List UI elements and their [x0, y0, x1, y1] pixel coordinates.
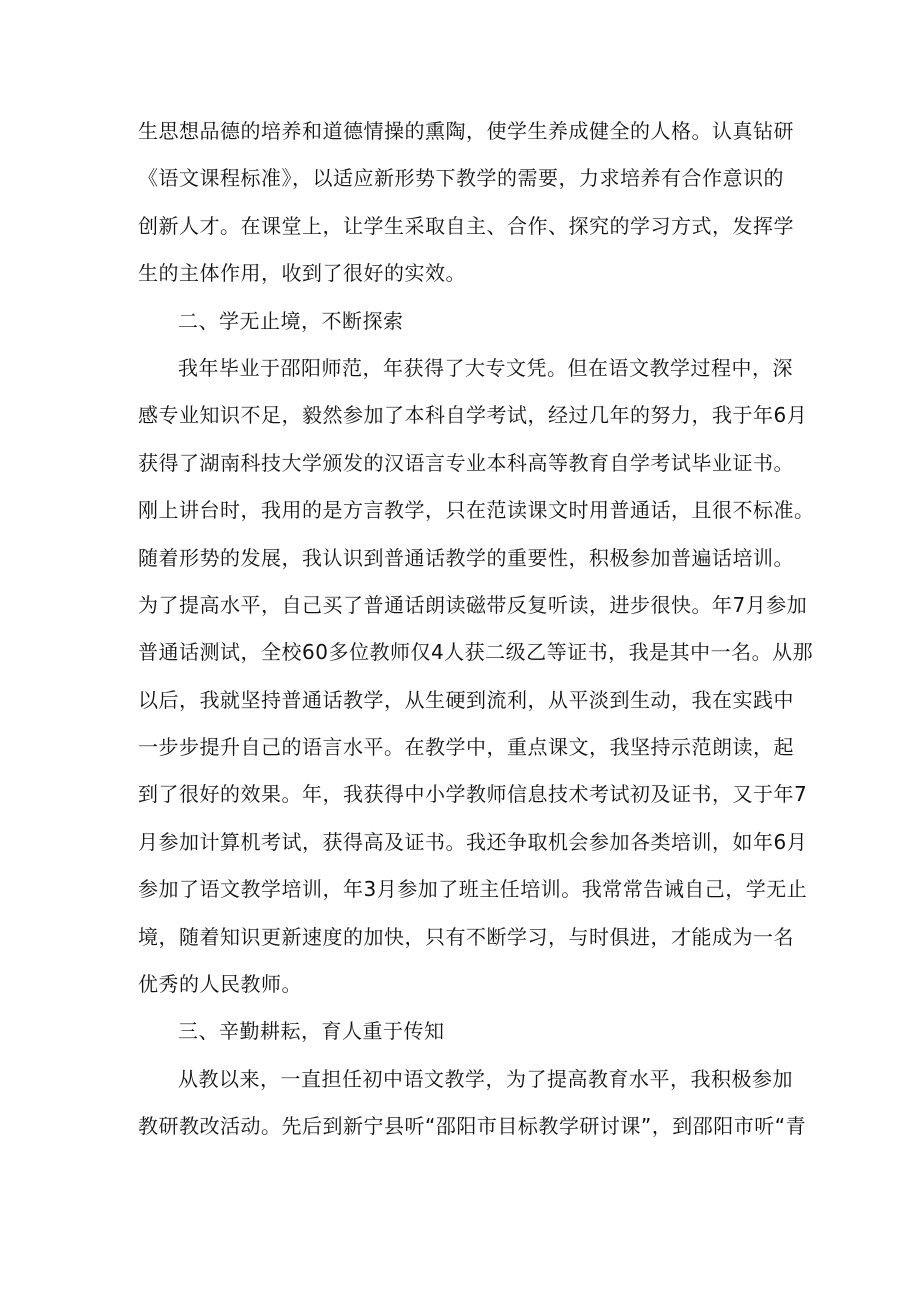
paragraph-line: 《语文课程标准》，以适应新形势下教学的需要，力求培养有合作意识的: [138, 166, 784, 191]
paragraph-line: 教研教改活动。先后到新宁县听“邵阳市目标教学研讨课”，到邵阳市听“青: [138, 1114, 807, 1139]
paragraph-line: 获得了湖南科技大学颁发的汉语言专业本科高等教育自学考试毕业证书。: [138, 450, 794, 475]
paragraph-line: 优秀的人民教师。: [138, 972, 302, 997]
paragraph-line: 生思想品德的培养和道德情操的熏陶，使学生养成健全的人格。认真钻研: [138, 119, 794, 143]
paragraph-line: 月参加计算机考试，获得高及证书。我还争取机会参加各类培训，如年6月: [138, 829, 808, 854]
paragraph-line: 普通话测试，全校60多位教师仅4人获二级乙等证书，我是其中一名。从那: [138, 640, 814, 665]
paragraph-line: 一步步提升自己的语言水平。在教学中，重点课文，我坚持示范朗读，起: [138, 735, 794, 760]
paragraph-line: 从教以来，一直担任初中语文教学，为了提高教育水平，我积极参加: [178, 1066, 793, 1091]
paragraph-line: 创新人才。在课堂上，让学生采取自主、合作、探究的学习方式，发挥学: [138, 213, 794, 238]
paragraph-line: 刚上讲台时，我用的是方言教学，只在范读课文时用普通话，且很不标准。: [138, 498, 815, 523]
paragraph-line: 境，随着知识更新速度的加快，只有不断学习，与时俱进，才能成为一名: [138, 924, 794, 949]
section-heading-3: 三、辛勤耕耘，育人重于传知: [178, 1019, 445, 1044]
paragraph-line: 参加了语文教学培训，年3月参加了班主任培训。我常常告诫自己，学无止: [138, 877, 808, 902]
paragraph-line: 到了很好的效果。年，我获得中小学教师信息技术考试初及证书，又于年7: [138, 782, 808, 807]
section-heading-2: 二、学无止境，不断探索: [178, 308, 404, 333]
paragraph-line: 我年毕业于邵阳师范，年获得了大专文凭。但在语文教学过程中，深: [178, 355, 793, 380]
paragraph-line: 感专业知识不足，毅然参加了本科自学考试，经过几年的努力，我于年6月: [138, 403, 808, 428]
paragraph-line: 以后，我就坚持普通话教学，从生硬到流利，从平淡到生动，我在实践中: [138, 687, 794, 712]
paragraph-line: 为了提高水平，自己买了普通话朗读磁带反复听读，进步很快。年7月参加: [138, 592, 808, 617]
paragraph-line: 随着形势的发展，我认识到普通话教学的重要性，积极参加普遍话培训。: [138, 545, 794, 570]
paragraph-line: 生的主体作用，收到了很好的实效。: [138, 261, 466, 286]
